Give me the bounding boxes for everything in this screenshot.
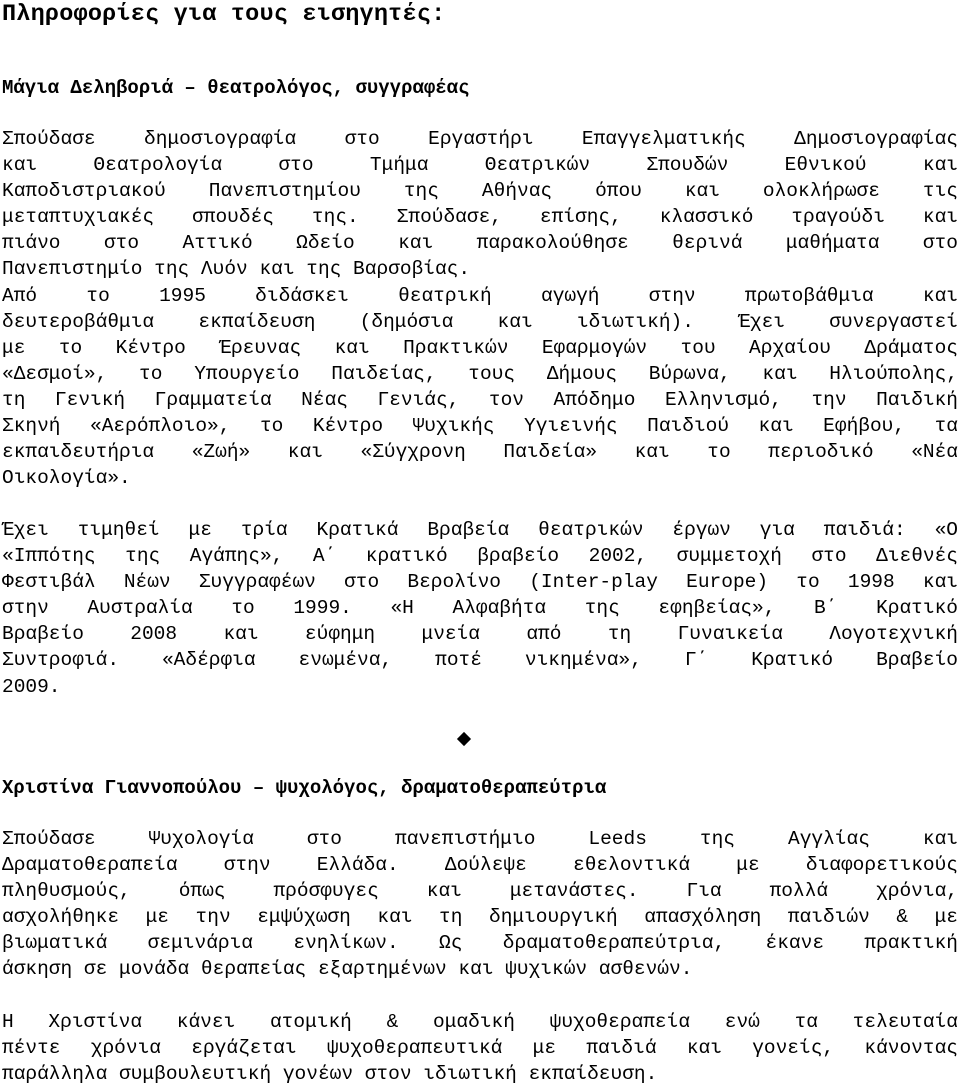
text-line: τη Γενική Γραμματεία Νέας Γενιάς, τον Απόδημο Ελληνισμό, την Παιδική — [2, 388, 958, 411]
black-diamond-bullet-icon — [457, 732, 471, 746]
text-line: Σπούδασε Ψυχολογία στο πανεπιστήμιο Leeds της Αγγλίας και — [2, 828, 958, 850]
text-line: εκπαιδευτήρια «Ζωή» και «Σύγχρονη Παιδεία» και το περιοδικό «Νέα — [2, 441, 958, 464]
text-line: Συντροφιά. «Αδέρφια ενωμένα, ποτέ νικημένα», Γ΄ Κρατικό Βραβείο — [2, 649, 958, 672]
text-line: Βραβείο 2008 και εύφημη μνεία από τη Γυναικεία Λογοτεχνική — [2, 623, 958, 646]
text-line: πιάνο στο Αττικό Ωδείο και παρακολούθησε θερινά μαθήματα στο — [2, 232, 958, 255]
text-line: ασχολήθηκε με την εμψύχωση και τη δημιουργική απασχόληση παιδιών & με — [2, 906, 958, 929]
text-line: μεταπτυχιακές σπουδές της. Σπούδασε, επίσης, κλασσικό τραγούδι και — [2, 206, 958, 229]
text-line: «Ιππότης της Αγάπης», Α΄ κρατικό βραβείο 2002, συμμετοχή στο Διεθνές — [2, 545, 958, 568]
text-line: στην Αυστραλία το 1999. «Η Αλφαβήτα της εφηβείας», Β΄ Κρατικό — [2, 597, 958, 620]
page-title: Πληροφορίες για τους εισηγητές: — [2, 1, 446, 28]
text-line: δευτεροβάθμια εκπαίδευση (δημόσια και ιδιωτική). Έχει συνεργαστεί — [2, 310, 958, 333]
text-line: και Θεατρολογία στο Τμήμα Θεατρικών Σπουδών Εθνικού και — [2, 154, 958, 177]
christina-bio-paragraph-1 — [2, 826, 958, 983]
text-line: Από το 1995 διδάσκει θεατρική αγωγή στην πρωτοβάθμια και — [2, 284, 958, 307]
maya-bio-paragraph-2 — [2, 517, 958, 700]
text-line: Καποδιστριακού Πανεπιστημίου της Αθήνας όπου και ολοκλήρωσε τις — [2, 180, 958, 203]
text-line: άσκηση σε μονάδα θεραπείας εξαρτημένων και ψυχικών ασθενών. — [2, 958, 693, 981]
text-line: Σκηνή «Αερόπλοιο», το Κέντρο Ψυχικής Υγιεινής Παιδιού και Εφήβου, τα — [2, 415, 958, 438]
speaker-name-maya: Μάγια Δεληβοριά – θεατρολόγος, συγγραφέας — [2, 77, 470, 99]
text-line: 2009. — [2, 675, 61, 698]
text-line: με το Κέντρο Έρευνας και Πρακτικών Εφαρμογών του Αρχαίου Δράματος — [2, 336, 958, 359]
text-line: Η Χριστίνα κάνει ατομική & ομαδική ψυχοθεραπεία ενώ τα τελευταία — [2, 1011, 958, 1033]
text-line: Φεστιβάλ Νέων Συγγραφέων στο Βερολίνο (Inter-play Europe) το 1998 και — [2, 571, 958, 594]
text-line: πληθυσμούς, όπως πρόσφυγες και μετανάστες. Για πολλά χρόνια, — [2, 880, 958, 903]
text-line: παράλληλα συμβουλευτική γονέων στον ιδιωτική εκπαίδευση. — [2, 1063, 658, 1086]
text-line: Οικολογία». — [2, 467, 131, 490]
speaker-name-christina: Χριστίνα Γιαννοπούλου – ψυχολόγος, δραματοθεραπεύτρια — [2, 777, 607, 799]
text-line: πέντε χρόνια εργάζεται ψυχοθεραπευτικά με παιδιά και γονείς, κάνοντας — [2, 1037, 958, 1060]
text-line: βιωματικά σεμινάρια ενηλίκων. Ως δραματοθεραπεύτρια, έκανε πρακτική — [2, 932, 958, 955]
text-line: «Δεσμοί», το Υπουργείο Παιδείας, τους Δήμους Βύρωνα, και Ηλιούπολης, — [2, 362, 958, 385]
maya-bio-paragraph-1 — [2, 126, 958, 491]
text-line: Σπούδασε δημοσιογραφία στο Εργαστήρι Επαγγελματικής Δημοσιογραφίας — [2, 128, 958, 150]
text-line: Δραματοθεραπεία στην Ελλάδα. Δούλεψε εθελοντικά με διαφορετικούς — [2, 854, 958, 877]
christina-bio-paragraph-2 — [2, 1009, 958, 1087]
text-line: Πανεπιστημίο της Λυόν και της Βαρσοβίας. — [2, 258, 471, 281]
text-line: Έχει τιμηθεί με τρία Κρατικά Βραβεία θεατρικών έργων για παιδιά: «Ο — [2, 519, 958, 541]
